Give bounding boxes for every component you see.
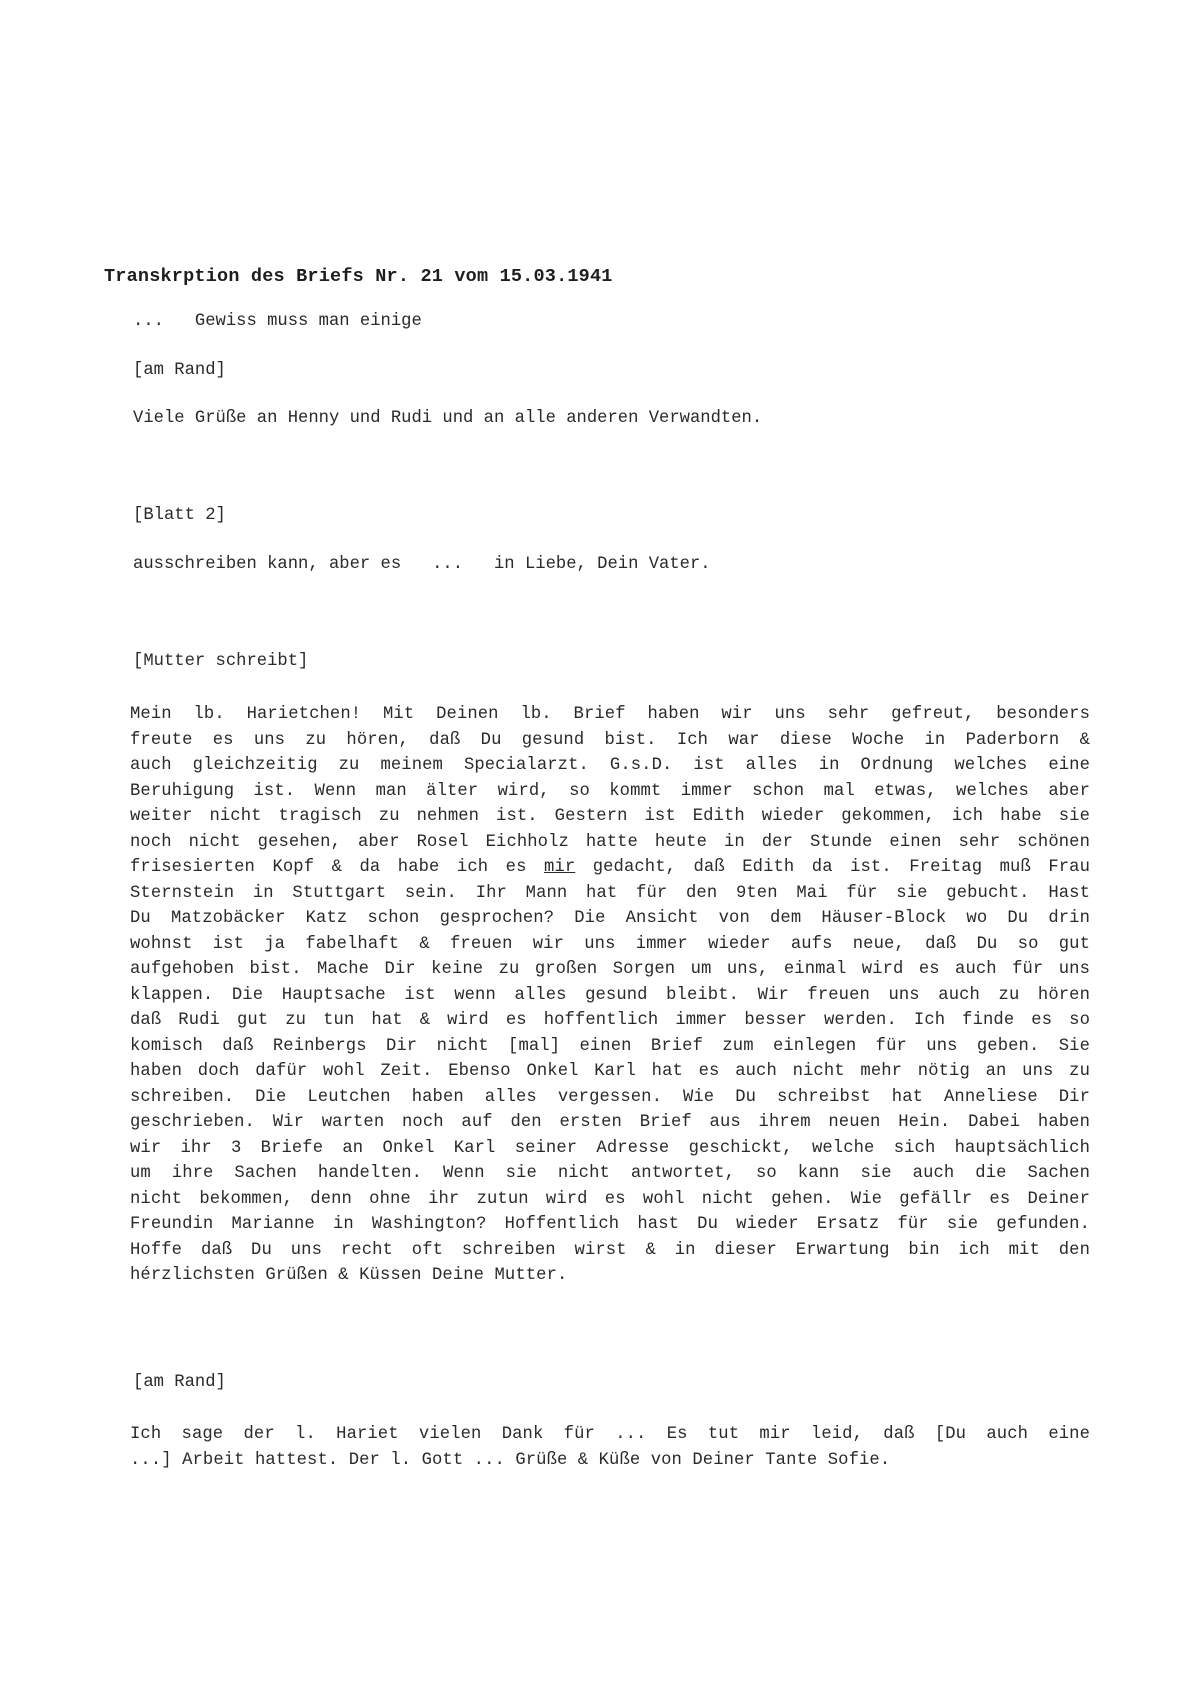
letter-line: Beruhigung ist. Wenn man älter wird, so kommt immer schon mal etwas, welches aber: [130, 781, 1090, 801]
letter-line: wohnst ist ja fabelhaft & freuen wir uns immer wieder aufs neue, daß Du so gut: [130, 934, 1090, 954]
margin-note-text: Viele Grüße an Henny und Rudi und an alle anderen Verwandten.: [133, 409, 763, 428]
sheet-label: [Blatt 2]: [133, 506, 226, 525]
letter-line: schreiben. Die Leutchen haben alles vergessen. Wie Du schreibst hat Anneliese Dir: [130, 1087, 1090, 1107]
letter-line: auch gleichzeitig zu meinem Specialarzt. G.s.D. ist alles in Ordnung welches eine: [130, 756, 1090, 775]
aunt-line: ...] Arbeit hattest. Der l. Gott ... Grüße & Küße von Deiner Tante Sofie.: [130, 1450, 891, 1470]
letter-line: Sternstein in Stuttgart sein. Ihr Mann hat für den 9ten Mai für sie gebucht. Hast: [130, 883, 1090, 903]
letter-line: wir ihr 3 Briefe an Onkel Karl seiner Adresse geschickt, welche sich hauptsächlich: [130, 1138, 1090, 1158]
letter-line: haben doch dafür wohl Zeit. Ebenso Onkel Karl hat es auch nicht mehr nötig an uns zu: [130, 1062, 1090, 1081]
mother-letter: [130, 702, 1090, 1289]
letter-line: noch nicht gesehen, aber Rosel Eichholz hatte heute in der Stunde einen sehr schönen: [130, 832, 1090, 852]
letter-line: aufgehoben bist. Mache Dir keine zu großen Sorgen um uns, einmal wird es auch für uns: [130, 960, 1090, 979]
mother-writes-label: [Mutter schreibt]: [133, 652, 309, 671]
letter-line: Hoffe daß Du uns recht oft schreiben wirst & in dieser Erwartung bin ich mit den: [130, 1240, 1090, 1260]
letter-line: nicht bekommen, denn ohne ihr zutun wird es wohl nicht gehen. Wie gefällr es Deiner: [130, 1189, 1090, 1209]
margin-note-label: [am Rand]: [133, 1373, 226, 1392]
aunt-note: [130, 1422, 1090, 1473]
aunt-line: Ich sage der l. Hariet vielen Dank für ... Es tut mir leid, daß [Du auch eine: [130, 1425, 1090, 1444]
letter-line: Freundin Marianne in Washington? Hoffentlich hast Du wieder Ersatz für sie gefunden.: [130, 1215, 1090, 1234]
letter-line: komisch daß Reinbergs Dir nicht [mal] einen Brief zum einlegen für uns geben. Sie: [130, 1036, 1090, 1056]
letter-line-tail: gedacht, daß Edith da ist. Freitag muß Frau: [575, 858, 1090, 877]
opening-fragment: ... Gewiss muss man einige: [133, 312, 422, 331]
letter-line: freute es uns zu hören, daß Du gesund bist. Ich war diese Woche in Paderborn &: [130, 730, 1090, 750]
underlined-word: mir: [543, 858, 576, 877]
letter-line: geschrieben. Wir warten noch auf den ersten Brief aus ihrem neuen Hein. Dabei haben: [130, 1113, 1090, 1132]
letter-line: weiter nicht tragisch zu nehmen ist. Gestern ist Edith wieder gekommen, ich habe sie: [130, 807, 1090, 826]
letter-line: klappen. Die Hauptsache ist wenn alles gesund bleibt. Wir freuen uns auch zu hören: [130, 985, 1090, 1005]
document-title: Transkrption des Briefs Nr. 21 vom 15.03.1941: [104, 266, 613, 287]
letter-line: daß Rudi gut zu tun hat & wird es hoffentlich immer besser werden. Ich finde es so: [130, 1011, 1090, 1030]
letter-line-with-underline: [130, 855, 1090, 881]
letter-line: Mein lb. Harietchen! Mit Deinen lb. Brief haben wir uns sehr gefreut, besonders: [130, 705, 1090, 724]
father-closing: ausschreiben kann, aber es ... in Liebe, Dein Vater.: [133, 555, 711, 574]
margin-note-label: [am Rand]: [133, 361, 226, 380]
letter-line-head: frisesierten Kopf & da habe ich es: [130, 858, 544, 877]
letter-line: um ihre Sachen handelten. Wenn sie nicht antwortet, so kann sie auch die Sachen: [130, 1164, 1090, 1183]
letter-line: hérzlichsten Grüßen & Küssen Deine Mutter.: [130, 1266, 568, 1285]
letter-line: Du Matzobäcker Katz schon gesprochen? Die Ansicht von dem Häuser-Block wo Du drin: [130, 909, 1090, 928]
